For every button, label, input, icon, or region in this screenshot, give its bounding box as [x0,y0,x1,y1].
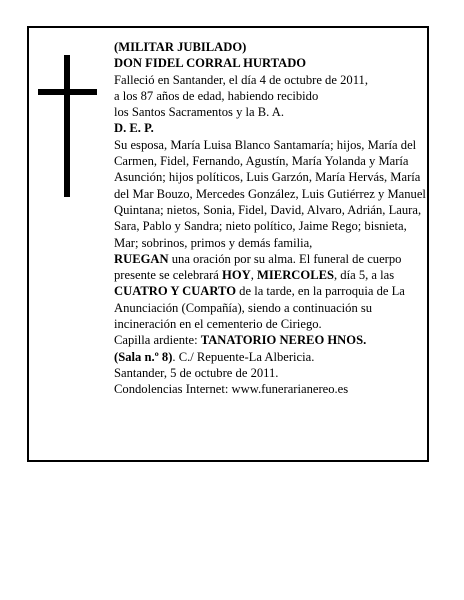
miercoles: MIERCOLES [257,268,334,283]
tanatorio: TANATORIO NEREO HNOS. [200,333,367,348]
sala: (Sala n.º 8) [114,349,173,364]
death-line: Falleció en Santander, el día 4 de octubre de 2011, [114,72,368,87]
day-text: , día 5, a las [334,268,395,283]
dep: D. E. P. [114,121,154,136]
address: . C./ Repuente-La Albericia. [172,349,315,364]
condolencias: Condolencias Internet: www.funerarianereo.es [114,382,349,397]
deceased-name: DON FIDEL CORRAL HURTADO [114,56,307,71]
time: CUATRO Y CUARTO [114,284,237,299]
cross-icon [64,55,70,197]
capilla-label: Capilla ardiente: [114,333,201,348]
death-line: a los 87 años de edad, habiendo recibido [114,88,319,103]
capilla-paragraph [114,332,426,365]
hoy: HOY [222,268,251,283]
cross-icon-arm [38,89,97,95]
family-paragraph: Su esposa, María Luisa Blanco Santamaría; hijos, María del Carmen, Fidel, Fernando, Agustín, María Yolanda y María Asunción; hijos políticos, Luis Garzón, María Hervás, María del Mar Bouzo, Mercedes González, Luis Gutiérrez y Manuel Quintana; nietos, Sonia, Fidel, David, Alvaro, Adrián, Laura, Sara, Pablo y Sandra; nieto político, Jaime Rego; bisnieta, Mar; sobrinos, primos y demás familia, [114,137,426,250]
ruegan: RUEGAN [114,251,169,266]
date-line: Santander, 5 de octubre de 2011. [114,365,279,380]
obituary-text [114,39,426,398]
funeral-text: de la tarde, en la parroquia de La Anunciación (Compañía), siendo a continuación su incineración en el cementerio de Ciriego. [114,284,405,332]
death-line: los Santos Sacramentos y la B. A. [114,105,285,120]
rank: (MILITAR JUBILADO) [114,40,247,54]
funeral-paragraph [114,251,426,332]
comma: , [250,268,258,283]
ruegan-text: una oración por su alma. El funeral de cuerpo presente se celebrará [114,251,402,283]
